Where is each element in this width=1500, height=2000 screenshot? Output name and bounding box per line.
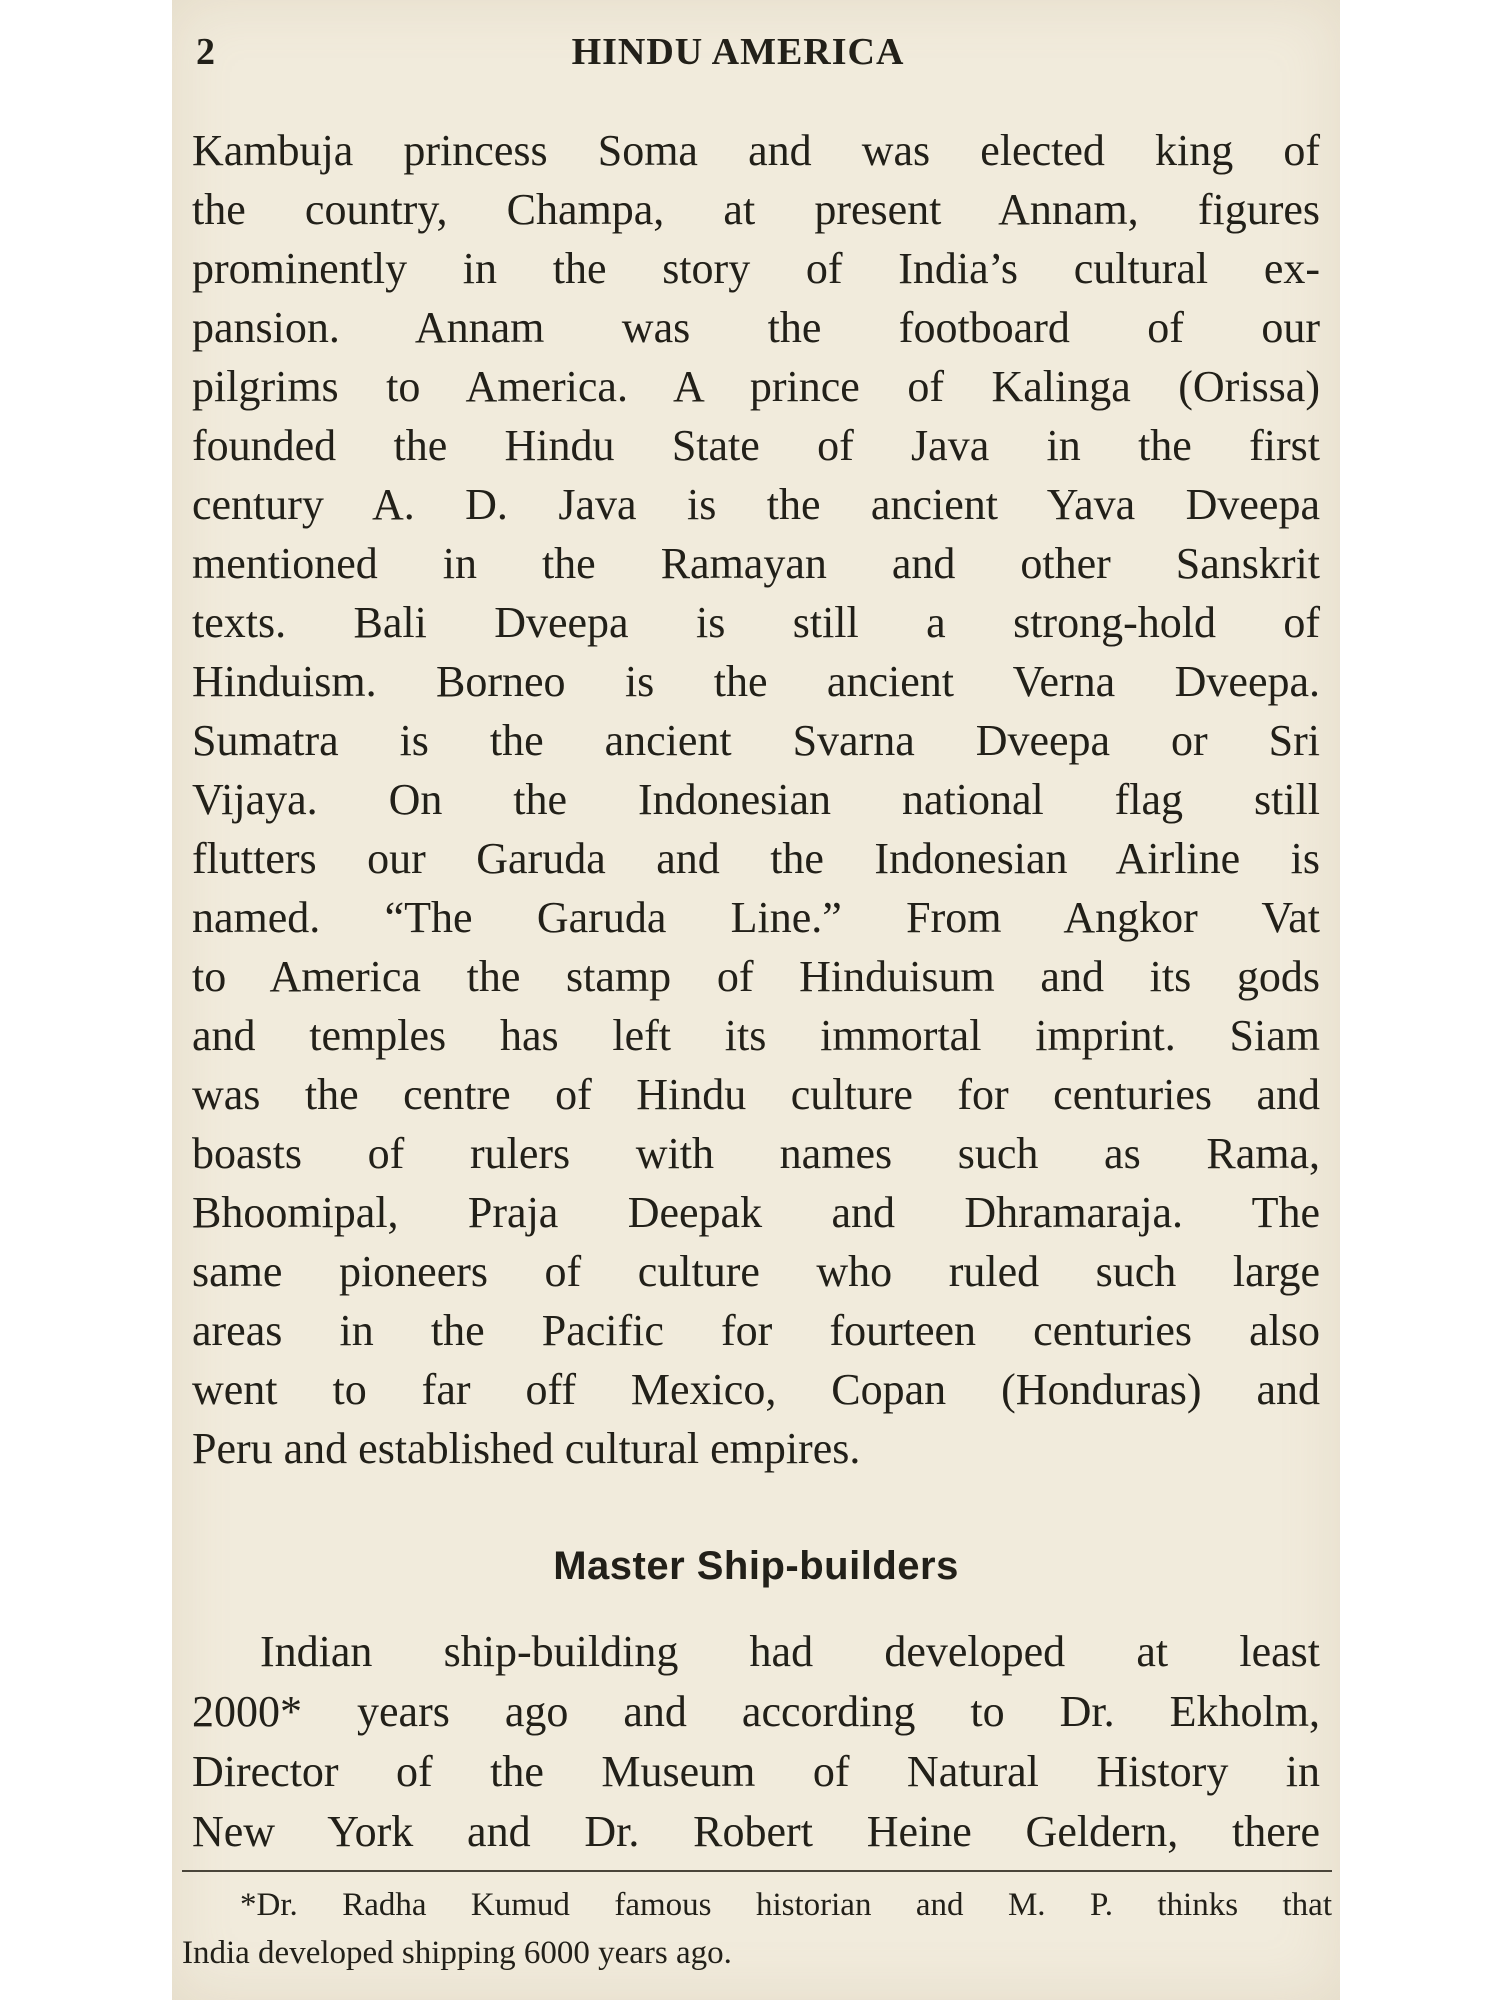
text-line: Kambuja princess Soma and was elected king of: [192, 126, 1320, 175]
text-line: Peru and established cultural empires.: [192, 1424, 861, 1473]
text-line: and temples has left its immortal imprint. Siam: [192, 1011, 1320, 1060]
footnote-line: India developed shipping 6000 years ago.: [182, 1935, 732, 1971]
text-line: texts. Bali Dveepa is still a strong-hold of: [192, 598, 1320, 647]
text-line: flutters our Garuda and the Indonesian Airline is: [192, 834, 1320, 883]
text-line: went to far off Mexico, Copan (Honduras) and: [192, 1365, 1320, 1414]
text-line: Sumatra is the ancient Svarna Dveepa or Sri: [192, 716, 1320, 765]
text-line: pilgrims to America. A prince of Kalinga (Orissa): [192, 362, 1320, 411]
text-line: was the centre of Hindu culture for centuries and: [192, 1070, 1320, 1119]
footnote-line: *Dr. Radha Kumud famous historian and M. P. thinks that: [240, 1887, 1332, 1923]
footnote-divider: [182, 1870, 1332, 1872]
text-line: New York and Dr. Robert Heine Geldern, there: [192, 1807, 1320, 1856]
text-line: to America the stamp of Hinduisum and its gods: [192, 952, 1320, 1001]
text-line: Director of the Museum of Natural History in: [192, 1747, 1320, 1796]
text-line: Hinduism. Borneo is the ancient Verna Dveepa.: [192, 657, 1320, 706]
running-head: HINDU AMERICA: [571, 31, 905, 73]
book-page: [172, 0, 1340, 2000]
text-line: named. “The Garuda Line.” From Angkor Vat: [192, 893, 1320, 942]
text-line: pansion. Annam was the footboard of our: [192, 303, 1320, 352]
page-number: 2: [196, 31, 216, 73]
text-line: Indian ship-building had developed at least: [260, 1627, 1320, 1676]
text-line: the country, Champa, at present Annam, figures: [192, 185, 1320, 234]
text-line: areas in the Pacific for fourteen centuries also: [192, 1306, 1320, 1355]
text-line: mentioned in the Ramayan and other Sanskrit: [192, 539, 1320, 588]
text-line: Bhoomipal, Praja Deepak and Dhramaraja. The: [192, 1188, 1320, 1237]
page-header: [196, 30, 1280, 74]
text-line: century A. D. Java is the ancient Yava Dveepa: [192, 480, 1320, 529]
text-line: 2000* years ago and according to Dr. Ekholm,: [192, 1687, 1320, 1736]
text-line: prominently in the story of India’s cultural ex-: [192, 244, 1320, 293]
text-line: same pioneers of culture who ruled such large: [192, 1247, 1320, 1296]
section-heading: Master Ship-builders: [553, 1544, 959, 1588]
text-line: boasts of rulers with names such as Rama,: [192, 1129, 1320, 1178]
text-line: founded the Hindu State of Java in the first: [192, 421, 1320, 470]
text-line: Vijaya. On the Indonesian national flag still: [192, 775, 1320, 824]
